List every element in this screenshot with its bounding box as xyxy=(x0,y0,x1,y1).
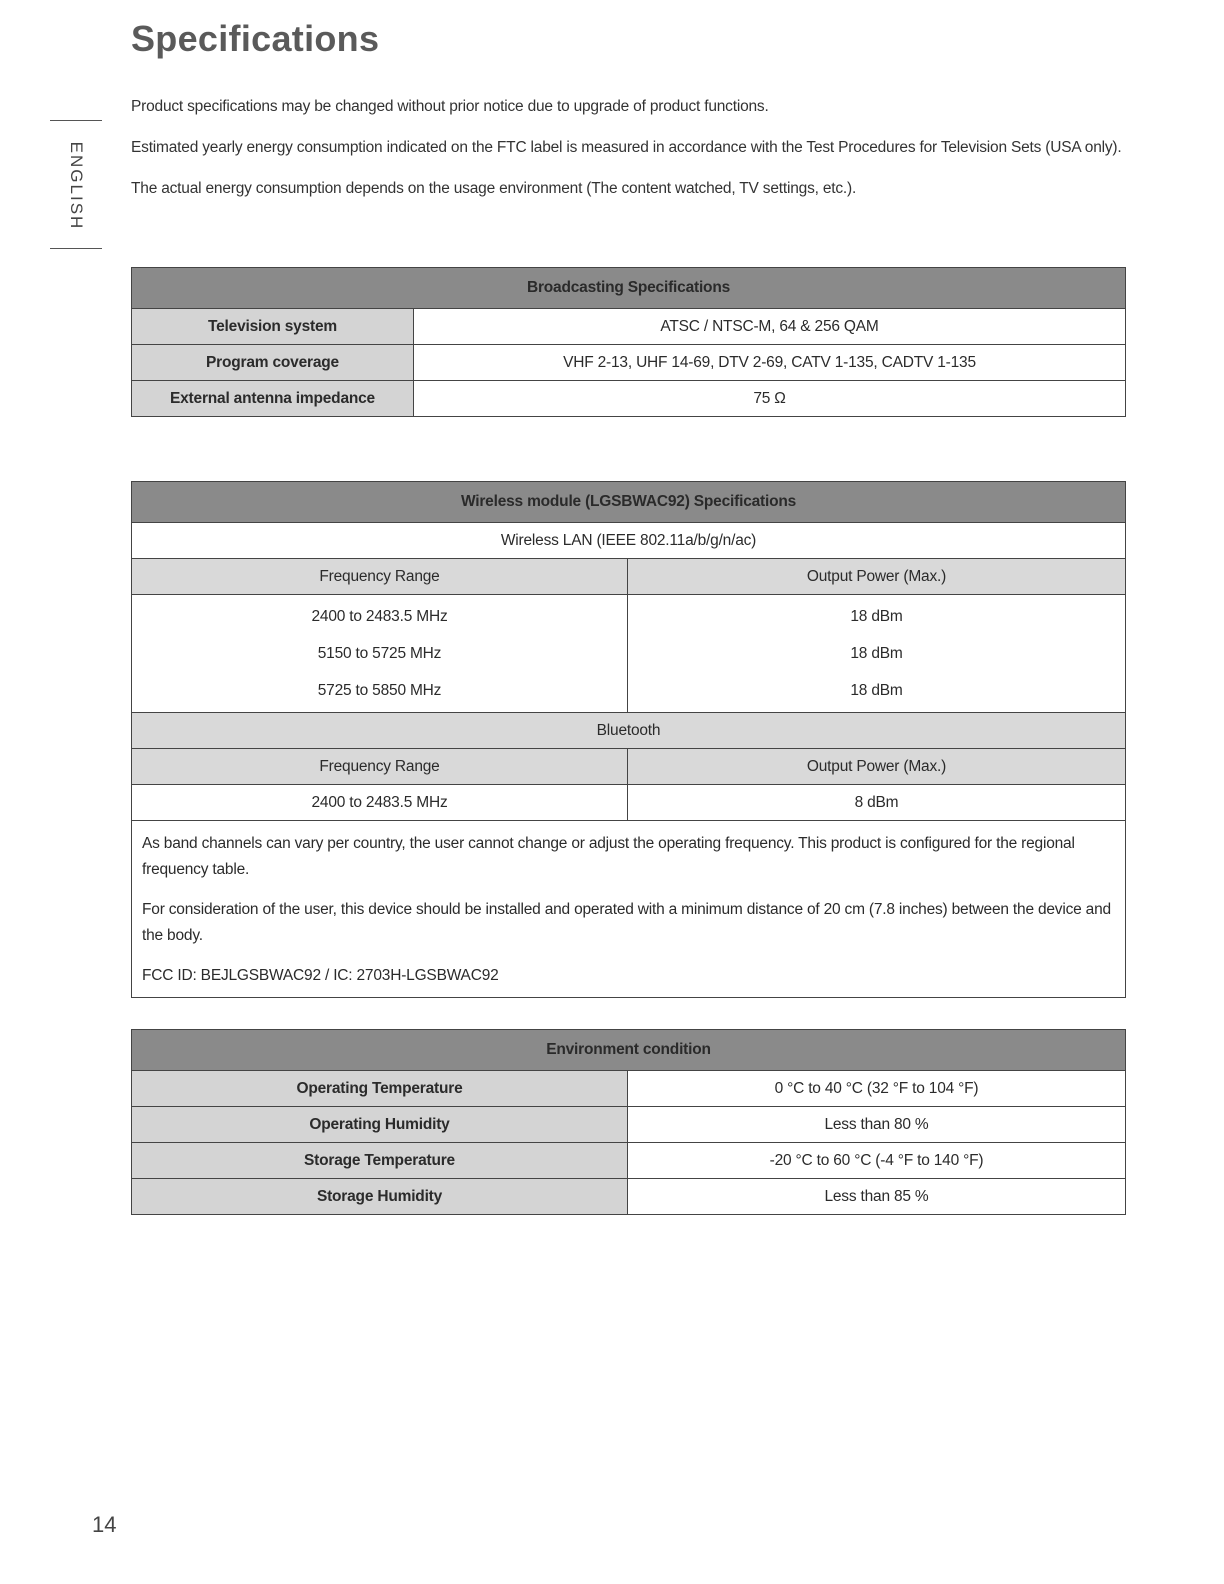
wireless-table xyxy=(131,481,1126,998)
page-number: 14 xyxy=(92,1512,117,1537)
row-label: Storage Temperature xyxy=(132,1143,628,1179)
note-paragraph: As band channels can vary per country, the user cannot change or adjust the operating frequency. This product is configured for the regional frequency table. xyxy=(142,835,1075,878)
row-label: Storage Humidity xyxy=(132,1179,628,1215)
page-title: Specifications xyxy=(131,18,380,59)
side-divider-bottom xyxy=(50,248,102,249)
power-value: 8 dBm xyxy=(628,785,1126,821)
row-value: Less than 85 % xyxy=(628,1179,1126,1215)
row-label: Television system xyxy=(132,309,414,345)
row-value: -20 °C to 60 °C (-4 °F to 140 °F) xyxy=(628,1143,1126,1179)
environment-table-title: Environment condition xyxy=(132,1030,1126,1071)
table-row xyxy=(132,1071,1126,1107)
broadcasting-table xyxy=(131,267,1126,417)
power-value: 18 dBm xyxy=(850,645,903,662)
intro-paragraph: Product specifications may be changed without prior notice due to upgrade of product functions. xyxy=(131,98,769,115)
table-row xyxy=(132,1143,1126,1179)
row-value: 0 °C to 40 °C (32 °F to 104 °F) xyxy=(628,1071,1126,1107)
row-value: 75 Ω xyxy=(414,381,1126,417)
column-header-power: Output Power (Max.) xyxy=(628,749,1126,785)
row-label: Operating Temperature xyxy=(132,1071,628,1107)
frequency-value: 2400 to 2483.5 MHz xyxy=(311,608,448,625)
wlan-heading: Wireless LAN (IEEE 802.11a/b/g/n/ac) xyxy=(132,523,1126,559)
wlan-frequency-cell xyxy=(132,595,628,713)
bluetooth-heading: Bluetooth xyxy=(132,713,1126,749)
intro-text xyxy=(131,96,1131,219)
side-divider-top xyxy=(50,120,102,121)
table-row xyxy=(132,381,1126,417)
wlan-power-cell xyxy=(628,595,1126,713)
table-row xyxy=(132,1107,1126,1143)
frequency-value: 2400 to 2483.5 MHz xyxy=(132,785,628,821)
column-header-power: Output Power (Max.) xyxy=(628,559,1126,595)
intro-paragraph: Estimated yearly energy consumption indicated on the FTC label is measured in accordance with the Test Procedures for Television Sets (USA only). xyxy=(131,139,1122,156)
row-label: Operating Humidity xyxy=(132,1107,628,1143)
broadcasting-table-title: Broadcasting Specifications xyxy=(132,268,1126,309)
intro-paragraph: The actual energy consumption depends on the usage environment (The content watched, TV settings, etc.). xyxy=(131,180,857,197)
fcc-id: FCC ID: BEJLGSBWAC92 / IC: 2703H-LGSBWAC92 xyxy=(142,967,499,984)
language-tab: ENGLISH xyxy=(67,141,86,231)
power-value: 18 dBm xyxy=(850,682,903,699)
column-header-frequency: Frequency Range xyxy=(132,559,628,595)
row-label: External antenna impedance xyxy=(132,381,414,417)
environment-table xyxy=(131,1029,1126,1215)
table-row xyxy=(132,595,1126,713)
column-header-frequency: Frequency Range xyxy=(132,749,628,785)
wireless-notes xyxy=(132,821,1126,998)
table-row xyxy=(132,785,1126,821)
frequency-value: 5725 to 5850 MHz xyxy=(317,682,442,699)
frequency-value: 5150 to 5725 MHz xyxy=(317,645,442,662)
row-label: Program coverage xyxy=(132,345,414,381)
table-row xyxy=(132,309,1126,345)
note-paragraph: For consideration of the user, this device should be installed and operated with a minimum distance of 20 cm (7.8 inches) between the device and the body. xyxy=(142,901,1111,944)
wireless-table-title: Wireless module (LGSBWAC92) Specifications xyxy=(132,482,1126,523)
table-row xyxy=(132,345,1126,381)
row-value: VHF 2-13, UHF 14-69, DTV 2-69, CATV 1-135, CADTV 1-135 xyxy=(414,345,1126,381)
row-value: Less than 80 % xyxy=(628,1107,1126,1143)
row-value: ATSC / NTSC-M, 64 & 256 QAM xyxy=(414,309,1126,345)
table-row xyxy=(132,1179,1126,1215)
power-value: 18 dBm xyxy=(850,608,903,625)
